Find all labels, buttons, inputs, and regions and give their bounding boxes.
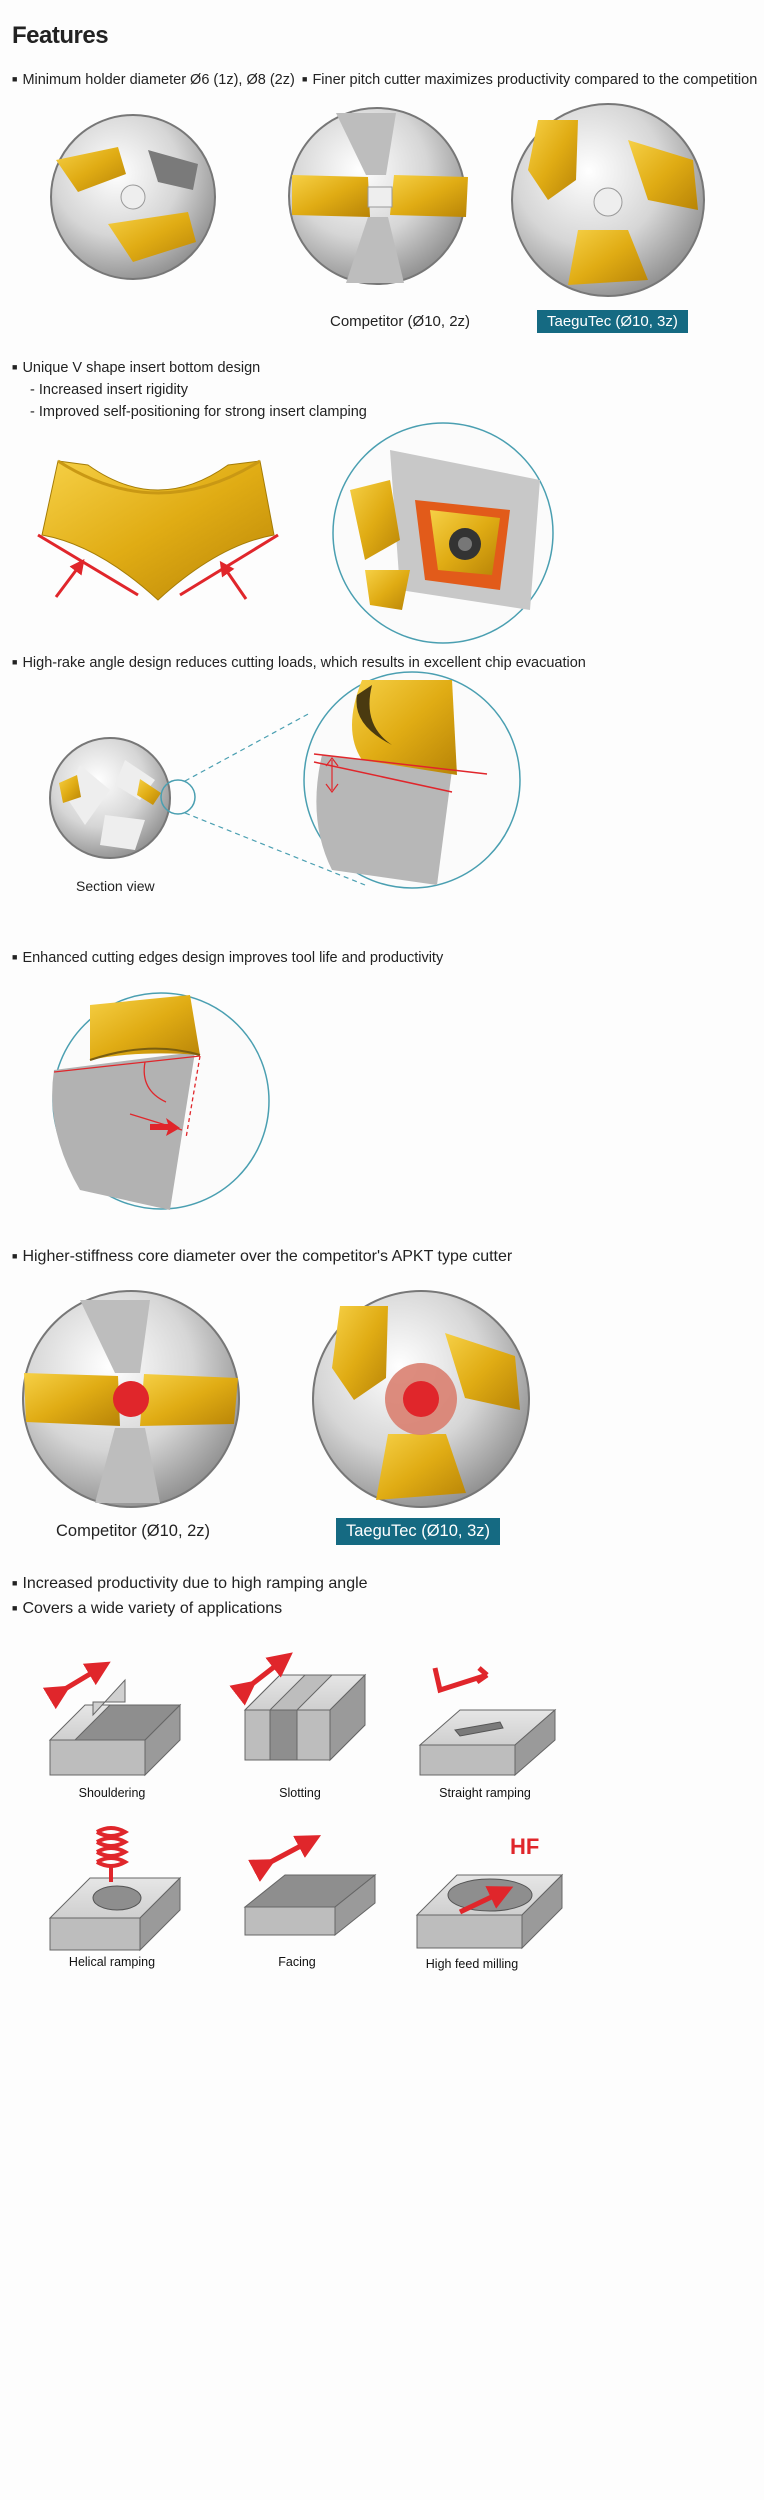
label-slotting: Slotting xyxy=(279,1786,321,1800)
insert-clamping-detail-image xyxy=(330,420,556,646)
facing-icon xyxy=(235,1835,385,1955)
cutter-image-competitor xyxy=(286,105,468,287)
label-straight-ramping: Straight ramping xyxy=(439,1786,531,1800)
hf-label: HF xyxy=(510,1834,540,1859)
competitor-caption: Competitor (Ø10, 2z) xyxy=(330,313,471,330)
page-title: Features xyxy=(12,22,109,49)
v-shape-point-1: - Increased insert rigidity xyxy=(30,382,188,398)
v-shape-insert-diagram xyxy=(28,455,288,615)
core-taegutec-tag: TaeguTec (Ø10, 3z) xyxy=(336,1518,500,1545)
high-feed-milling-icon xyxy=(412,1820,572,1960)
label-high-feed-milling: High feed milling xyxy=(425,1957,519,1971)
feature-ramping-angle: ■ Increased productivity due to high ramping angle xyxy=(12,1575,368,1593)
helical-ramping-icon xyxy=(45,1820,185,1960)
high-rake-angle-detail xyxy=(302,670,522,890)
core-competitor-caption: Competitor (Ø10, 2z) xyxy=(56,1522,211,1540)
cutting-edge-detail xyxy=(50,990,272,1212)
feature-finer-pitch: ■ Finer pitch cutter maximizes productivity compared to the competition xyxy=(302,72,757,88)
feature-high-rake: ■ High-rake angle design reduces cutting loads, which results in excellent chip evacuation xyxy=(12,655,586,671)
taegutec-tag: TaeguTec (Ø10, 3z) xyxy=(537,310,688,333)
label-shouldering: Shouldering xyxy=(78,1786,146,1800)
slotting-icon xyxy=(235,1650,375,1780)
label-helical-ramping: Helical ramping xyxy=(68,1955,156,1969)
section-view-caption: Section view xyxy=(76,878,155,894)
core-diameter-taegutec-image xyxy=(310,1288,532,1510)
shouldering-icon xyxy=(45,1660,185,1780)
v-shape-point-2: - Improved self-positioning for strong insert clamping xyxy=(30,404,367,420)
feature-min-holder-diameter: ■ Minimum holder diameter Ø6 (1z), Ø8 (2z) xyxy=(12,72,295,88)
core-diameter-competitor-image xyxy=(20,1288,242,1510)
straight-ramping-icon xyxy=(415,1650,565,1780)
feature-core-diameter: ■ Higher-stiffness core diameter over the competitor's APKT type cutter xyxy=(12,1248,512,1266)
cutter-image-taegutec xyxy=(508,100,708,300)
feature-cutting-edges: ■ Enhanced cutting edges design improves tool life and productivity xyxy=(12,950,443,966)
cutter-image-small xyxy=(48,112,218,282)
label-facing: Facing xyxy=(278,1955,316,1969)
feature-v-shape: ■ Unique V shape insert bottom design xyxy=(12,360,260,376)
feature-applications: ■ Covers a wide variety of applications xyxy=(12,1600,282,1618)
